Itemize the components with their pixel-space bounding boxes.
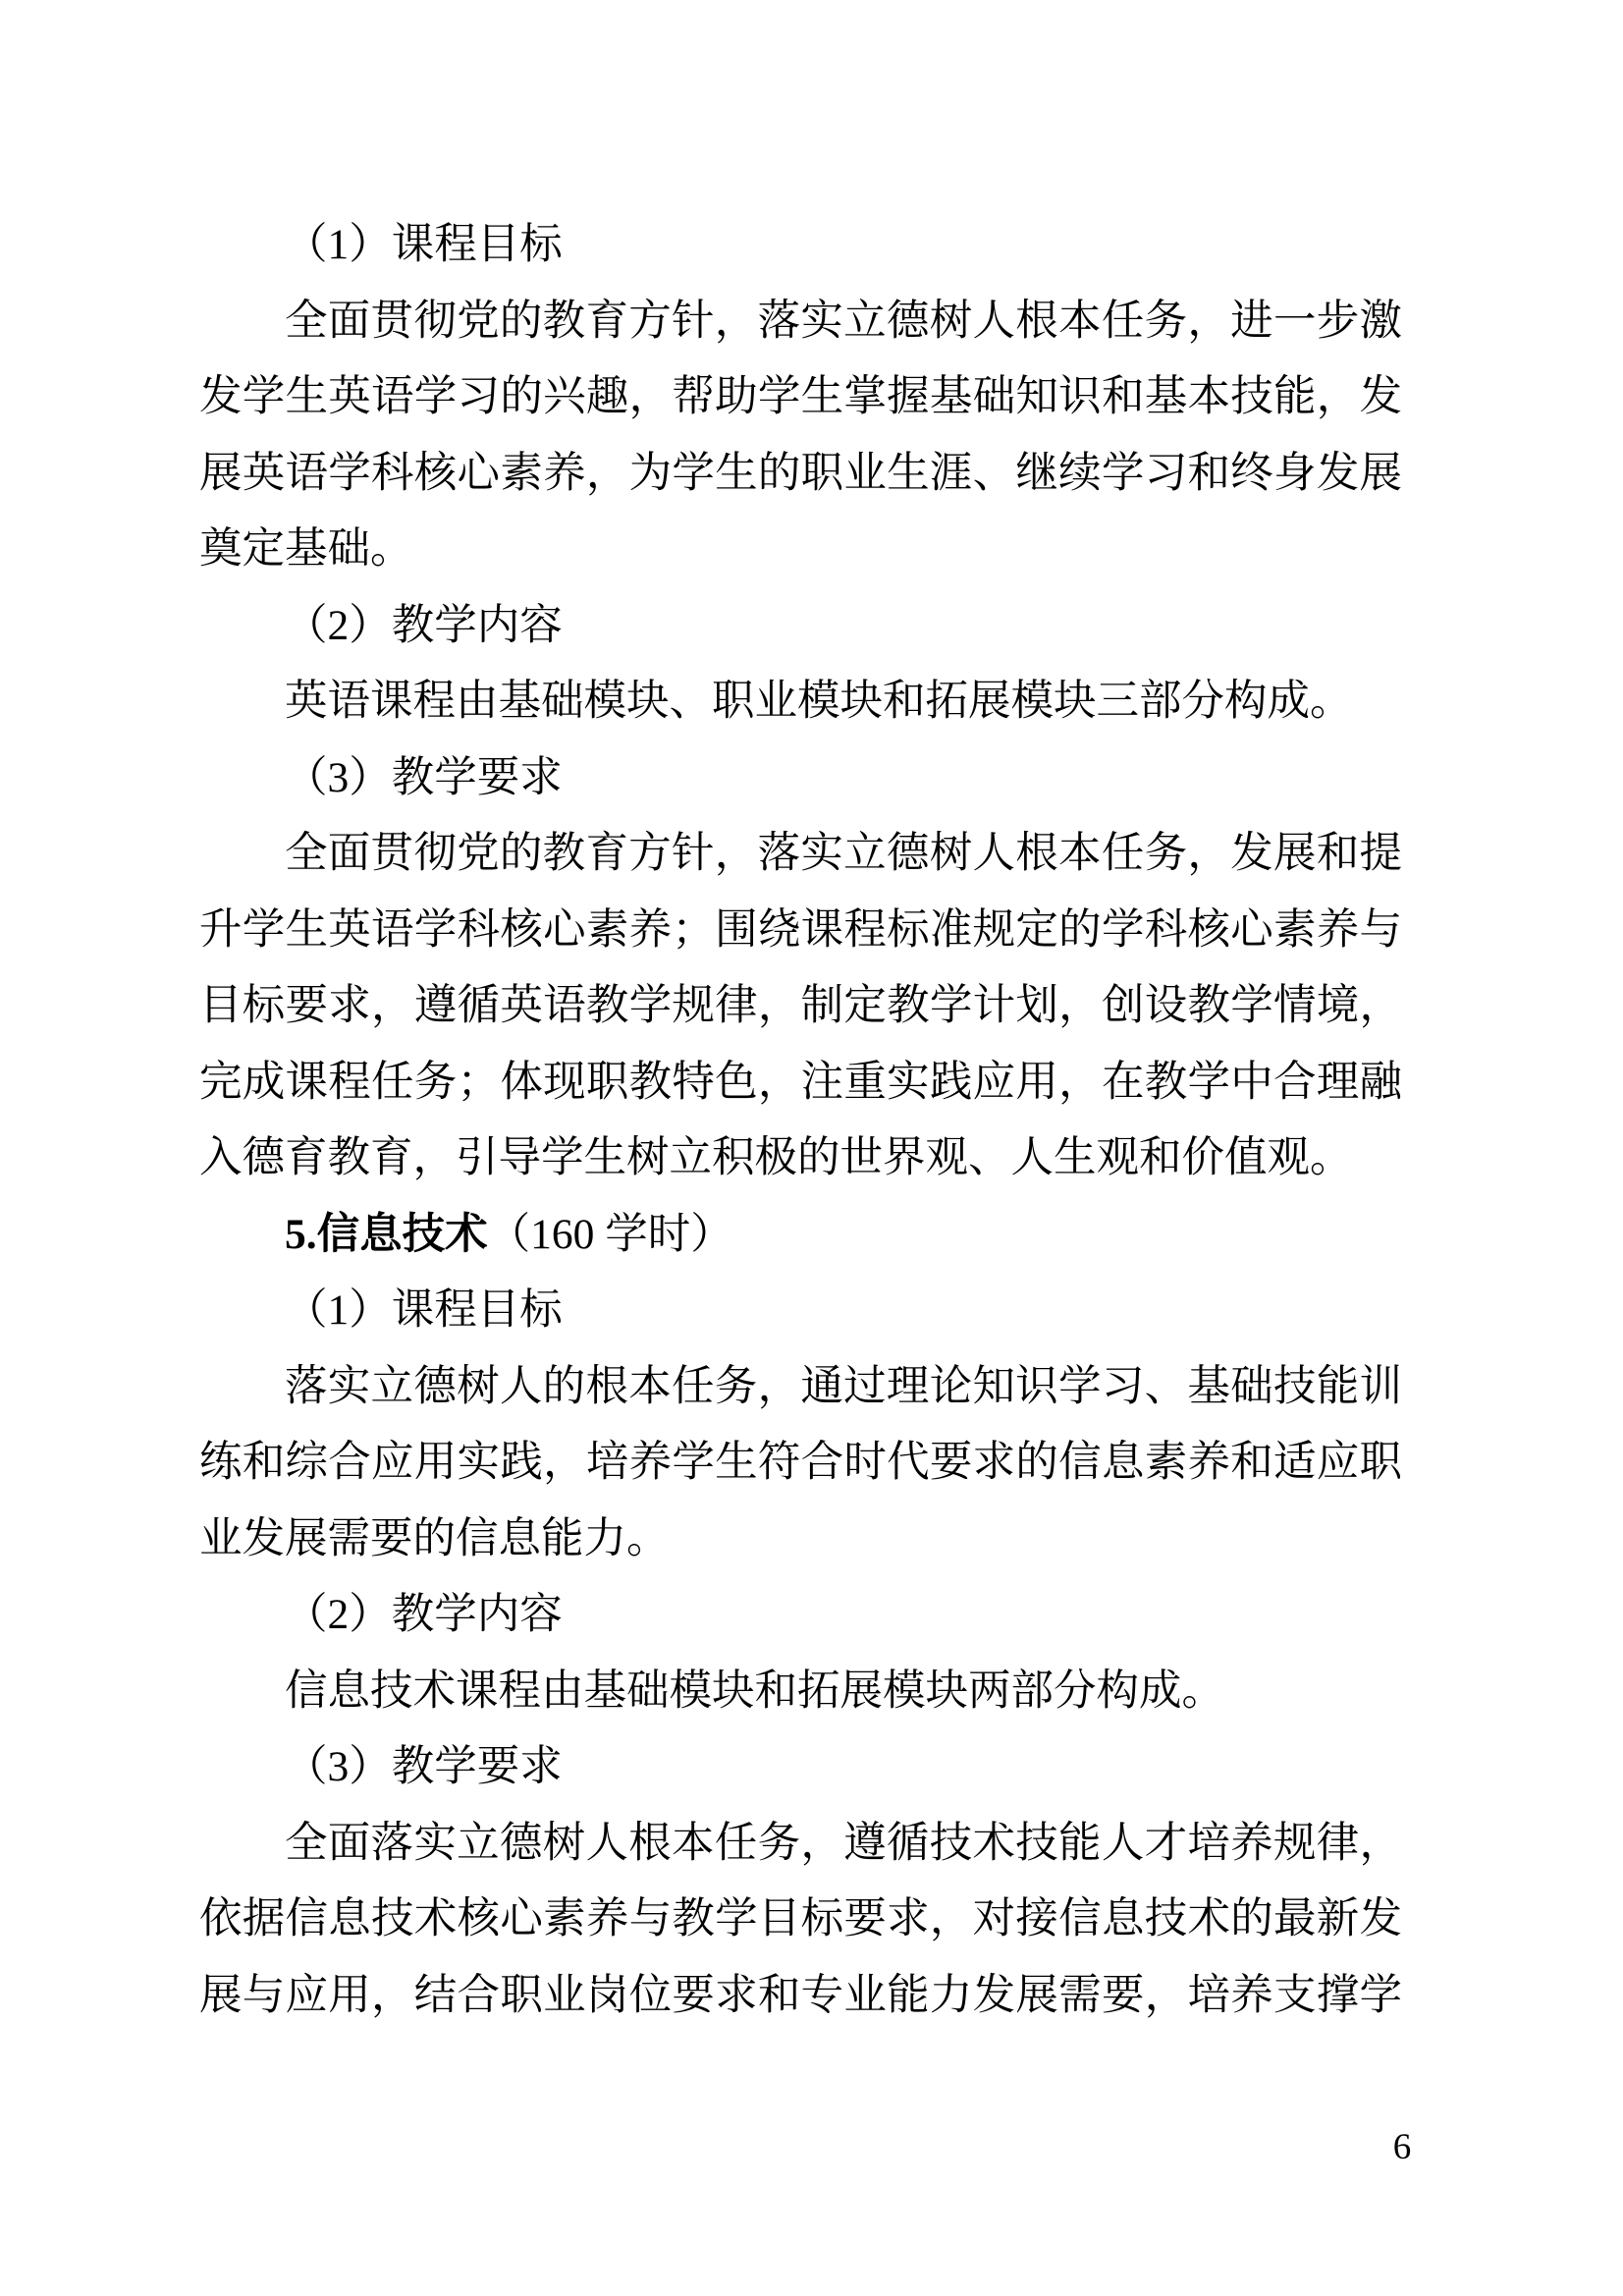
paragraph-line — [199, 816, 1402, 893]
text-segment: 发学生英语学习的兴趣，帮助学生掌握基础知识和基本技能，发 — [199, 373, 1402, 420]
paragraph-line — [199, 1425, 1402, 1502]
text-segment: （3）教学要求 — [285, 753, 563, 801]
text-segment: 依据信息技术核心素养与教学目标要求，对接信息技术的最新发 — [199, 1895, 1402, 1942]
paragraph-line — [199, 1958, 1402, 2035]
paragraph-line — [199, 1806, 1402, 1883]
subheading-teaching-content — [199, 588, 1402, 665]
paragraph-line — [199, 893, 1402, 969]
paragraph-line — [199, 1121, 1402, 1197]
text-segment: 升学生英语学科核心素养；围绕课程标准规定的学科核心素养与 — [199, 905, 1402, 954]
text-segment: 完成课程任务；体现职教特色，注重实践应用，在教学中合理融 — [199, 1058, 1402, 1106]
paragraph-line — [199, 1502, 1402, 1578]
text-segment: 英语课程由基础模块、职业模块和拓展模块三部分构成。 — [285, 678, 1353, 725]
subheading-teaching-requirements — [199, 1729, 1402, 1806]
bold-text-segment: 5.信息技术 — [285, 1210, 488, 1258]
paragraph-line — [199, 1349, 1402, 1426]
text-segment: 展与应用，结合职业岗位要求和专业能力发展需要，培养支撑学 — [199, 1971, 1402, 2019]
text-segment: 信息技术课程由基础模块和拓展模块两部分构成。 — [285, 1667, 1224, 1715]
text-segment: （1）课程目标 — [285, 1286, 563, 1334]
text-segment: 奠定基础。 — [199, 525, 413, 573]
text-segment: （2）教学内容 — [285, 601, 563, 649]
paragraph-line — [199, 968, 1402, 1045]
text-segment: 全面落实立德树人根本任务，遵循技术技能人才培养规律， — [285, 1819, 1402, 1867]
text-segment: 入德育教育，引导学生树立积极的世界观、人生观和价值观。 — [199, 1134, 1353, 1181]
text-segment: 落实立德树人的根本任务，通过理论知识学习、基础技能训 — [285, 1362, 1402, 1410]
paragraph-line — [199, 1654, 1402, 1730]
text-segment: 目标要求，遵循英语教学规律，制定教学计划，创设教学情境， — [199, 982, 1402, 1029]
text-segment: 练和综合应用实践，培养学生符合时代要求的信息素养和适应职 — [199, 1439, 1402, 1486]
paragraph-line — [199, 359, 1402, 436]
paragraph-line — [199, 284, 1402, 360]
text-block — [199, 207, 1402, 2034]
text-segment: 业发展需要的信息能力。 — [199, 1514, 670, 1562]
paragraph-line — [199, 1882, 1402, 1958]
text-segment: （1）课程目标 — [285, 221, 563, 268]
text-segment: （2）教学内容 — [285, 1591, 563, 1638]
paragraph-line — [199, 1045, 1402, 1121]
subheading-teaching-requirements — [199, 740, 1402, 817]
text-segment: 全面贯彻党的教育方针，落实立德树人根本任务，发展和提 — [285, 830, 1402, 877]
page-number: 6 — [1392, 2127, 1412, 2167]
text-segment: 全面贯彻党的教育方针，落实立德树人根本任务，进一步激 — [285, 297, 1402, 345]
heading-information-technology — [199, 1197, 1402, 1274]
subheading-course-goal — [199, 207, 1402, 284]
subheading-course-goal — [199, 1273, 1402, 1349]
paragraph-line — [199, 664, 1402, 740]
paragraph-line — [199, 512, 1402, 588]
subheading-teaching-content — [199, 1577, 1402, 1654]
paragraph-line — [199, 436, 1402, 513]
text-segment: （3）教学要求 — [285, 1743, 563, 1790]
text-segment: 展英语学科核心素养，为学生的职业生涯、继续学习和终身发展 — [199, 449, 1402, 497]
text-segment: （160 学时） — [487, 1210, 733, 1258]
